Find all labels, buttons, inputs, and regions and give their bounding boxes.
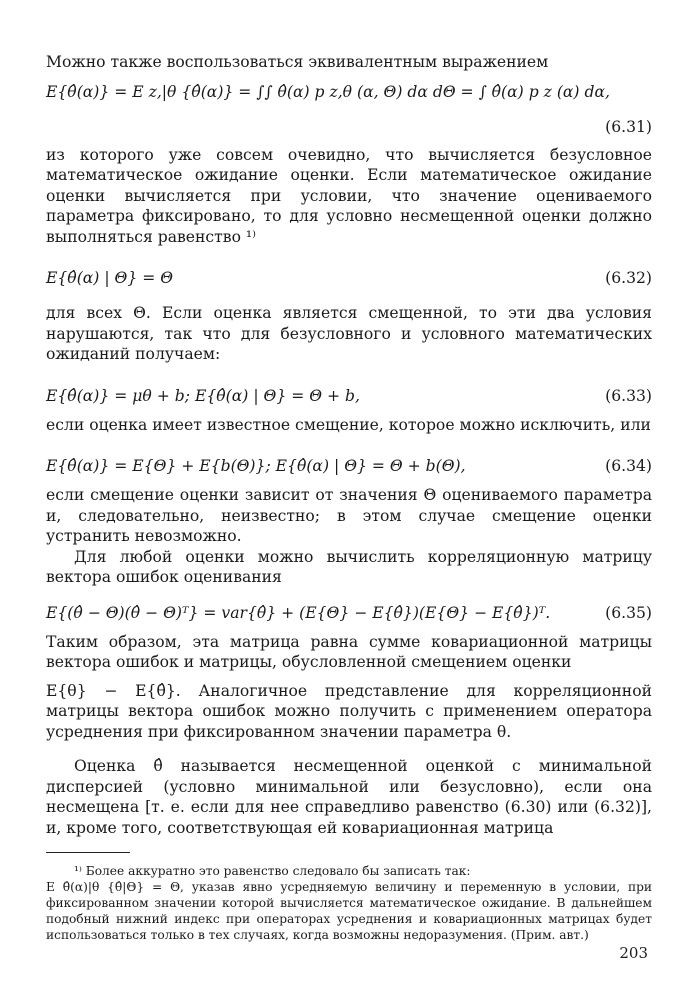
equation-6-32 <box>46 267 652 289</box>
equation-6-35 <box>46 602 652 624</box>
paragraph: Можно также воспользоваться эквивалентным выражением <box>46 53 549 71</box>
equation-body: E{(θ̂ − Θ)(θ̂ − Θ)ᵀ} = var{θ̂} + (E{Θ} − E{θ̂})(E{Θ} − E{θ̂})ᵀ. <box>46 603 551 622</box>
equation-number: (6.35) <box>605 603 652 622</box>
page-number: 203 <box>619 944 648 962</box>
equation-number: (6.32) <box>605 269 652 287</box>
footnote-line: ¹⁾ Более аккуратно это равенство следовало бы записать так: <box>74 864 471 878</box>
paragraph: Оценка θ̂ называется несмещенной оценкой с минимальной дисперсией (условно минимальной или безусловно), если она несмещена [т. е. если для нее справедливо равенство (6.30) или (6.32)], и, кроме того, соответствующая ей ковариационная матрица <box>46 757 652 837</box>
paragraph: Таким образом, эта матрица равна сумме ковариационной матрицы вектора ошибок и матрицы, обусловленной смещением оценки <box>46 632 652 671</box>
paragraph: если смещение оценки зависит от значения Θ оцениваемого параметра и, следовательно, неизвестно; в этом случае смещение оценки устранить невозможно. <box>46 486 652 545</box>
paragraph: из которого уже совсем очевидно, что вычисляется безусловное математическое ожидание оценки. Если математическое ожидание оценки вычисляется при условии, что значение оцениваемого параметра фиксировано, то для условно несмещенной оценки должно выполняться равенство ¹⁾ <box>46 145 652 246</box>
paragraph: E{θ} − E{θ̂}. Аналогичное представление для корреляционной матрицы вектора ошибок можно получить с применением оператора усреднения при фиксированном значении параметра θ. <box>46 681 652 741</box>
footnote-divider <box>46 852 130 853</box>
page-body <box>46 52 652 943</box>
equation-body: E{θ̂(α)} = E z,|θ {θ̂(α)} = ∫∫ θ̂(α) p z,θ (α, Θ) dα dΘ = ∫ θ̂(α) p z (α) dα, <box>46 82 610 101</box>
equation-6-31 <box>46 81 652 103</box>
footnote <box>46 863 652 943</box>
equation-body: E{θ̂(α) | Θ} = Θ <box>46 269 174 287</box>
equation-6-34 <box>46 455 652 477</box>
equation-number: (6.33) <box>605 386 652 405</box>
paragraph: Для любой оценки можно вычислить корреляционную матрицу вектора ошибок оценивания <box>46 547 652 586</box>
equation-number: (6.31) <box>605 117 652 136</box>
footnote-line: E θ̂(α)|θ {θ̂|Θ} = Θ, указав явно усредняемую величину и переменную в условии, при фиксированном значении которой вычисляется математическое ожидание. В дальнейшем подобный нижний индекс при операторах усреднения и ковариационных матрицах будет использоваться только в тех случаях, когда возможны недоразумения. (Прим. авт.) <box>46 880 652 942</box>
paragraph: для всех Θ. Если оценка является смещенной, то эти два условия нарушаются, так что для безусловного и условного математических ожиданий получаем: <box>46 304 652 363</box>
equation-body: E{θ̂(α)} = μθ + b; E{θ̂(α) | Θ} = Θ + b, <box>46 386 360 405</box>
equation-number: (6.34) <box>605 457 652 475</box>
paragraph: если оценка имеет известное смещение, которое можно исключить, или <box>46 415 651 434</box>
equation-body: E{θ̂(α)} = E{Θ} + E{b(Θ)}; E{θ̂(α) | Θ} = Θ + b(Θ), <box>46 457 466 475</box>
equation-6-33 <box>46 385 652 407</box>
